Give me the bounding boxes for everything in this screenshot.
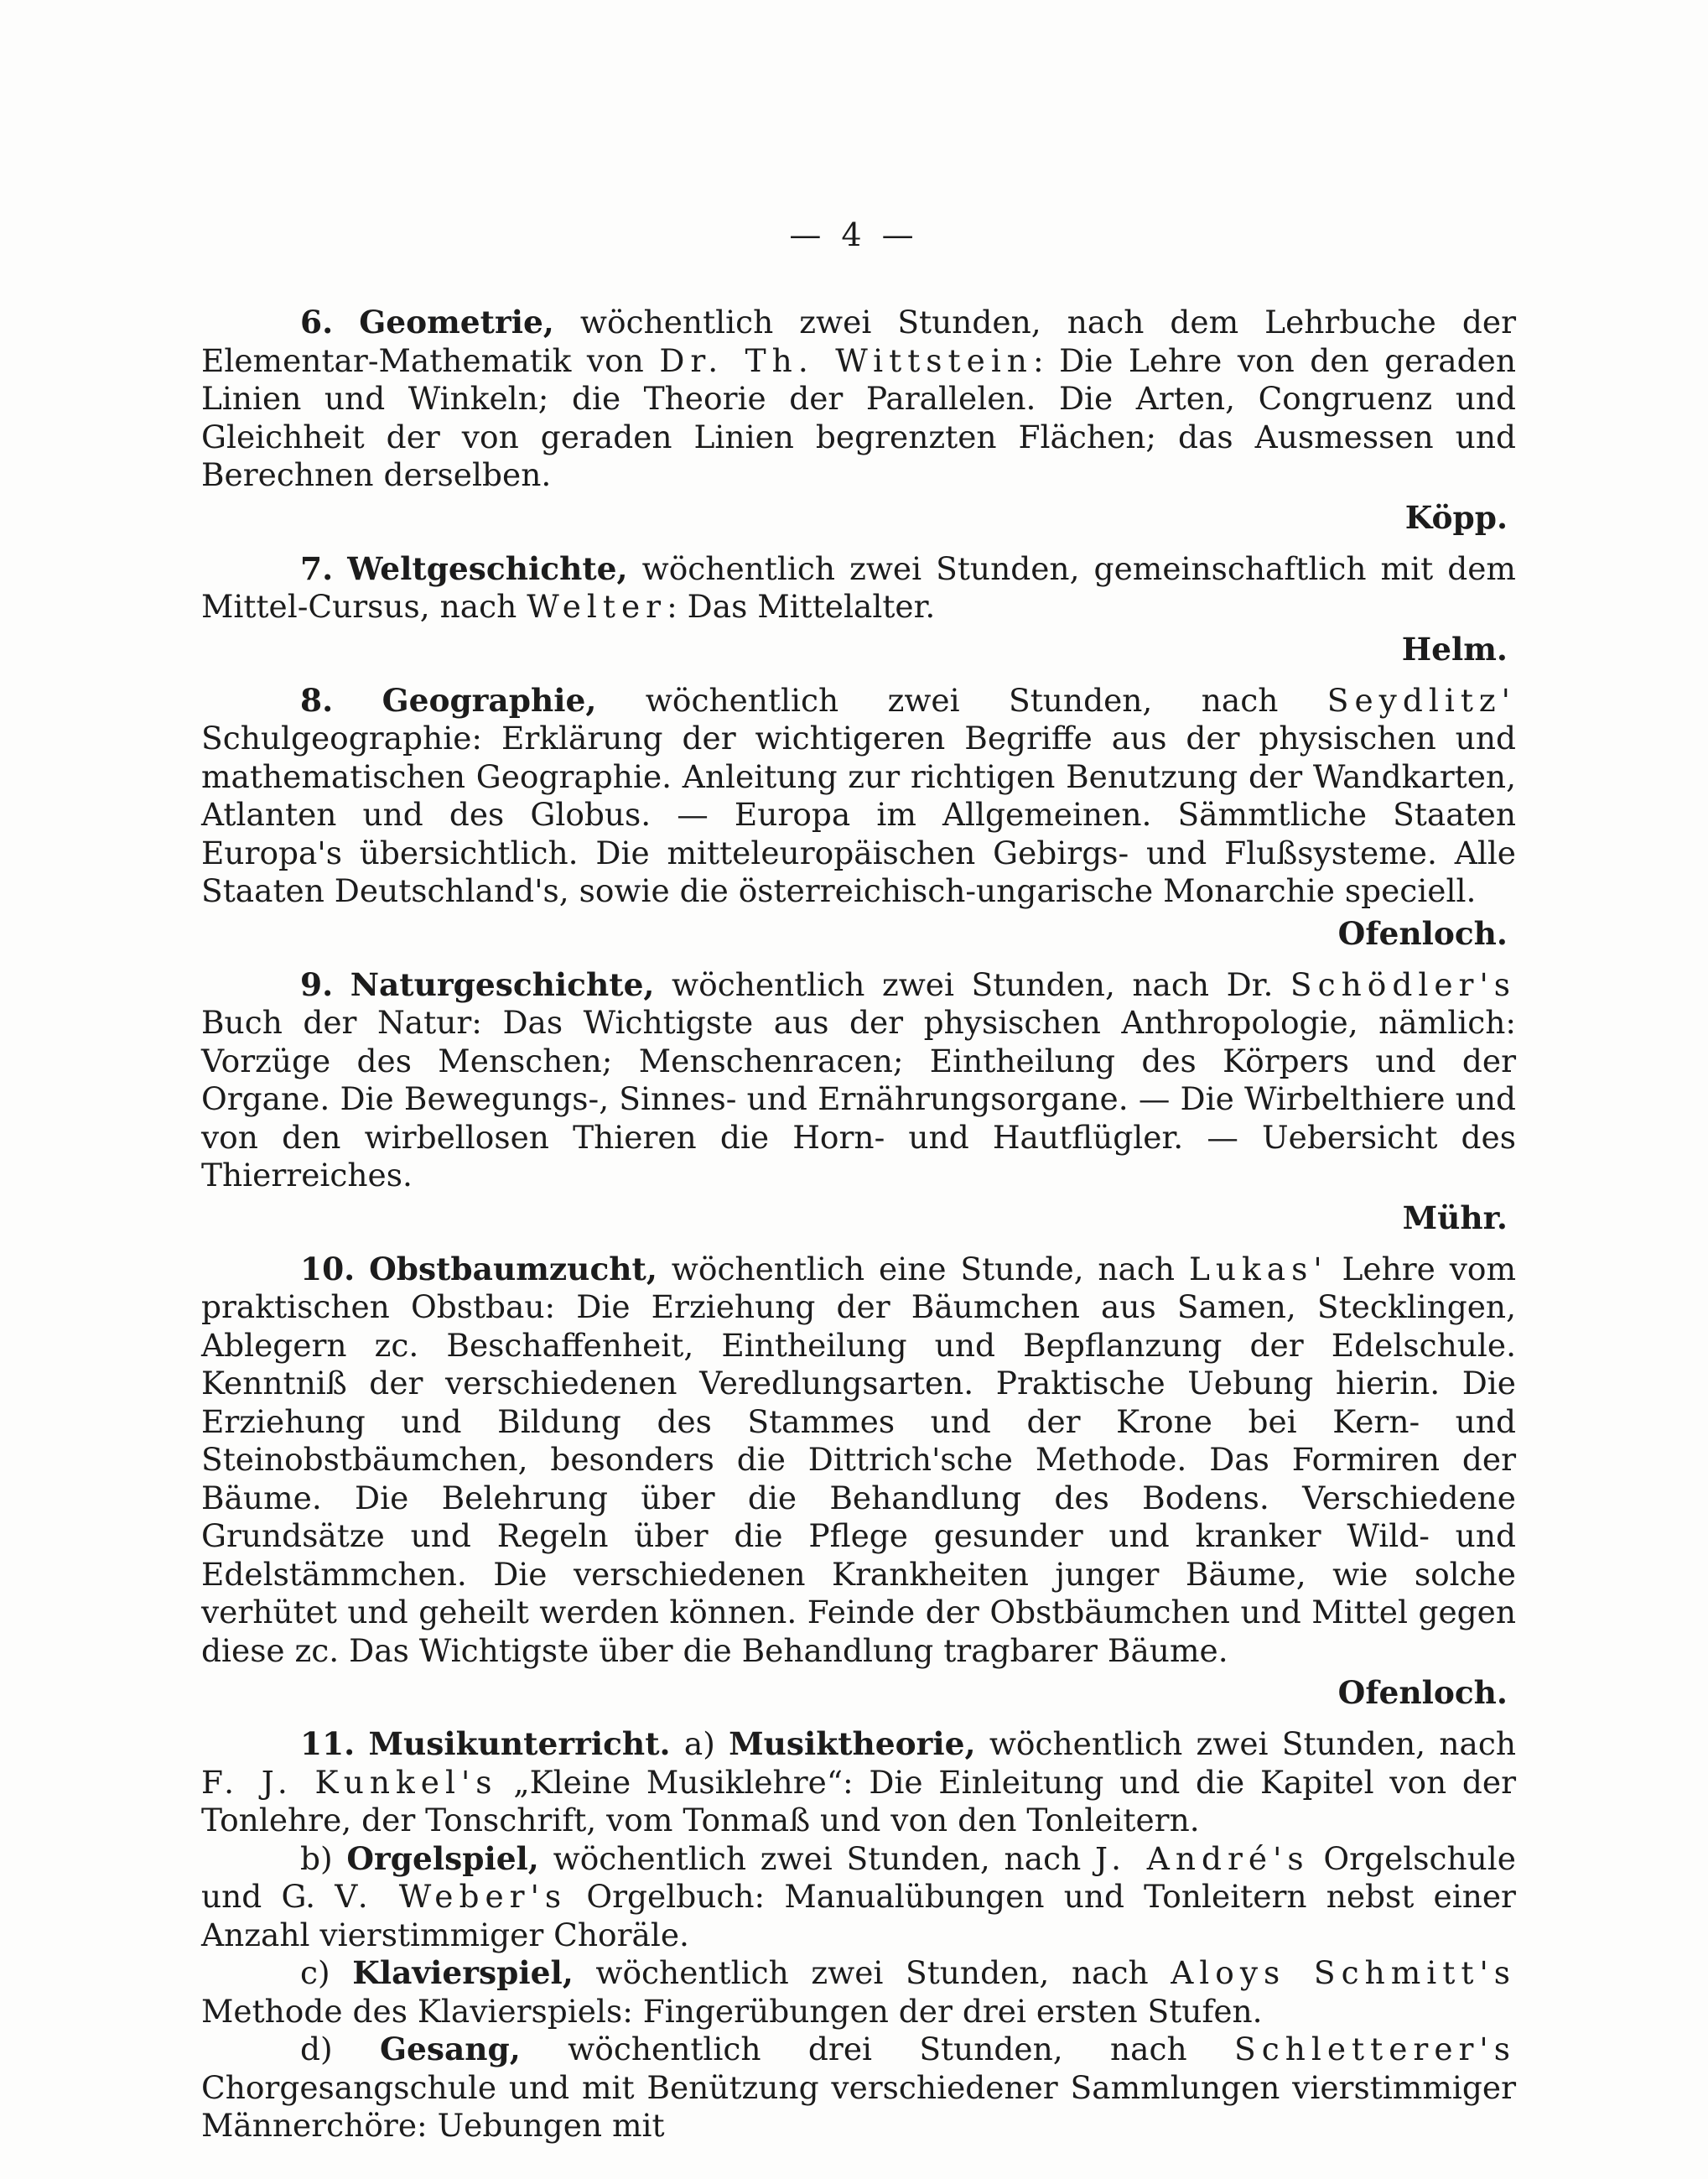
music-part-a (201, 1725, 1516, 1840)
subpart-text-post: Methode des Klavierspiels: Fingerübungen der drei ersten Stufen. (201, 1992, 1263, 2030)
music-part-b (201, 1840, 1516, 1955)
section-heading: Weltgeschichte, (347, 549, 628, 587)
page-number: — 4 — (789, 216, 919, 253)
section-text-pre: wöchentlich eine Stunde, nach (657, 1250, 1189, 1287)
section-text-pre: wöchentlich zwei Stunden, nach Dr. (654, 965, 1290, 1003)
section-music (201, 1725, 1516, 2145)
section-fruit-tree-cultivation (201, 1251, 1516, 1714)
subpart-text-pre: wöchentlich zwei Stunden, nach (975, 1725, 1517, 1762)
section-text-post: : Die Lehre von den geraden Linien und Winkeln; die Theorie der Parallelen. Die Arten, Congruenz und Gleichheit der von geraden Linien begrenzten Flächen; das Ausmessen und Berechnen derselben. (201, 341, 1516, 493)
section-number: 10. (300, 1250, 356, 1287)
cited-author: Aloys Schmitt's (1171, 1954, 1516, 1991)
page-content (201, 304, 1516, 2145)
cited-author: J. André's (1094, 1839, 1310, 1877)
subpart-text-pre: wöchentlich zwei Stunden, nach (538, 1839, 1095, 1877)
subpart-text-pre: wöchentlich drei Stunden, nach (520, 2031, 1235, 2067)
subpart-text-post: Chorgesangschule und mit Benützung verschiedener Sammlungen vierstimmiger Männerchöre: Uebungen mit (201, 2068, 1516, 2144)
cited-author: V. Weber's (335, 1878, 568, 1915)
section-world-history (201, 550, 1516, 670)
teacher-signature: Ofenloch. (1337, 914, 1508, 952)
subpart-text-post: „Kleine Musiklehre“: Die Einleitung und die Kapitel von der Tonlehre, der Tonschrift, vom Tonmaß und von den Tonleitern. (201, 1763, 1517, 1838)
cited-author: F. J. Kunkel's (201, 1763, 498, 1801)
cited-author: Lukas' (1188, 1250, 1328, 1287)
section-number: 8. (300, 681, 334, 719)
section-natural-history (201, 966, 1516, 1239)
section-text (201, 966, 1516, 1195)
subpart-label: a) (670, 1725, 729, 1762)
section-text-pre: wöchentlich zwei Stunden, gemeinschaftlich mit dem Mittel-Cursus, nach (201, 549, 1516, 625)
section-text (201, 304, 1516, 495)
section-number: 11. (300, 1725, 356, 1762)
music-part-d (201, 2031, 1516, 2145)
section-text-post: Lehre vom praktischen Obstbau: Die Erziehung der Bäumchen aus Samen, Stecklingen, Ablegern zc. Beschaffenheit, Eintheilung und Bepflanzung der Edelschule. Kenntniß der verschiedenen Veredlungsarten. Praktische Uebung hierin. Die Erziehung und Bildung des Stammes und der Krone bei Kern- und Steinobstbäumchen, besonders die Dittrich'sche Methode. Das Formiren der Bäume. Die Belehrung über die Behandlung des Bodens. Verschiedene Grundsätze und Regeln über die Pflege gesunder und kranker Wild- und Edelstämmchen. Die verschiedenen Krankheiten junger Bäume, wie solche verhütet und geheilt werden können. Feinde der Obstbäumchen und Mittel gegen diese zc. Das Wichtigste über die Behandlung tragbarer Bäume. (201, 1250, 1517, 1669)
teacher-signature: Ofenloch. (1337, 1674, 1508, 1711)
cited-author: Welter (527, 588, 667, 625)
teacher-signature: Mühr. (1402, 1199, 1508, 1236)
section-text-post: Schulgeographie: Erklärung der wichtigeren Begriffe aus der physischen und mathematischen Geographie. Anleitung zur richtigen Benutzung der Wandkarten, Atlanten und des Globus. — Europa im Allgemeinen. Sämmtliche Staaten Europa's übersichtlich. Die mitteleuropäischen Gebirgs- und Flußsysteme. Alle Staaten Deutschland's, sowie die österreichisch-ungarische Monarchie speciell. (201, 720, 1516, 909)
subpart-heading: Orgelspiel, (346, 1839, 539, 1877)
section-heading: Geometrie, (359, 304, 554, 341)
subpart-label: d) (300, 2031, 380, 2067)
section-geography (201, 682, 1516, 954)
teacher-signature: Köpp. (1404, 498, 1508, 536)
section-geometry (201, 304, 1516, 538)
section-heading: Musikunterricht. (368, 1725, 671, 1762)
cited-author: Dr. Th. Wittstein (659, 341, 1033, 379)
subpart-heading: Musiktheorie, (729, 1725, 976, 1762)
section-heading: Geographie, (382, 681, 597, 719)
subpart-label: c) (300, 1954, 353, 1991)
section-text (201, 1251, 1516, 1671)
teacher-signature: Helm. (1401, 630, 1508, 668)
subpart-text-post: Orgelbuch: Manualübungen und Tonleitern nebst einer Anzahl vierstimmiger Choräle. (201, 1878, 1516, 1953)
section-text (201, 550, 1516, 627)
section-number: 7. (300, 549, 334, 587)
section-heading: Naturgeschichte, (350, 965, 655, 1003)
cited-author: Schödler's (1290, 965, 1517, 1003)
section-text-post: Buch der Natur: Das Wichtigste aus der physischen Anthropologie, nämlich: Vorzüge des Menschen; Menschenracen; Eintheilung des Körpers und der Organe. Die Bewegungs-, Sinnes- und Ernährungsorgane. — Die Wirbelthiere und von den wirbellosen Thieren die Horn- und Hautflügler. — Uebersicht des Thierreiches. (201, 1004, 1516, 1194)
cited-author: Schletterer's (1234, 2031, 1516, 2067)
section-text-pre: wöchentlich zwei Stunden, nach (596, 681, 1327, 719)
subpart-heading: Gesang, (379, 2031, 521, 2067)
section-text-pre: wöchentlich zwei Stunden, nach dem Lehrbuche der Elementar-Mathematik von (201, 304, 1517, 379)
subpart-heading: Klavierspiel, (352, 1954, 574, 1991)
section-heading: Obstbaumzucht, (369, 1250, 657, 1287)
section-number: 6. (300, 304, 334, 341)
subpart-text-mid: Orgelschule und G. (201, 1839, 1516, 1915)
subpart-label: b) (300, 1839, 347, 1877)
music-part-c (201, 1954, 1516, 2031)
cited-author: Seydlitz' (1326, 681, 1516, 719)
section-text-post: : Das Mittelalter. (667, 588, 936, 625)
section-number: 9. (300, 965, 334, 1003)
subpart-text-pre: wöchentlich zwei Stunden, nach (573, 1954, 1171, 1991)
section-text (201, 682, 1516, 911)
